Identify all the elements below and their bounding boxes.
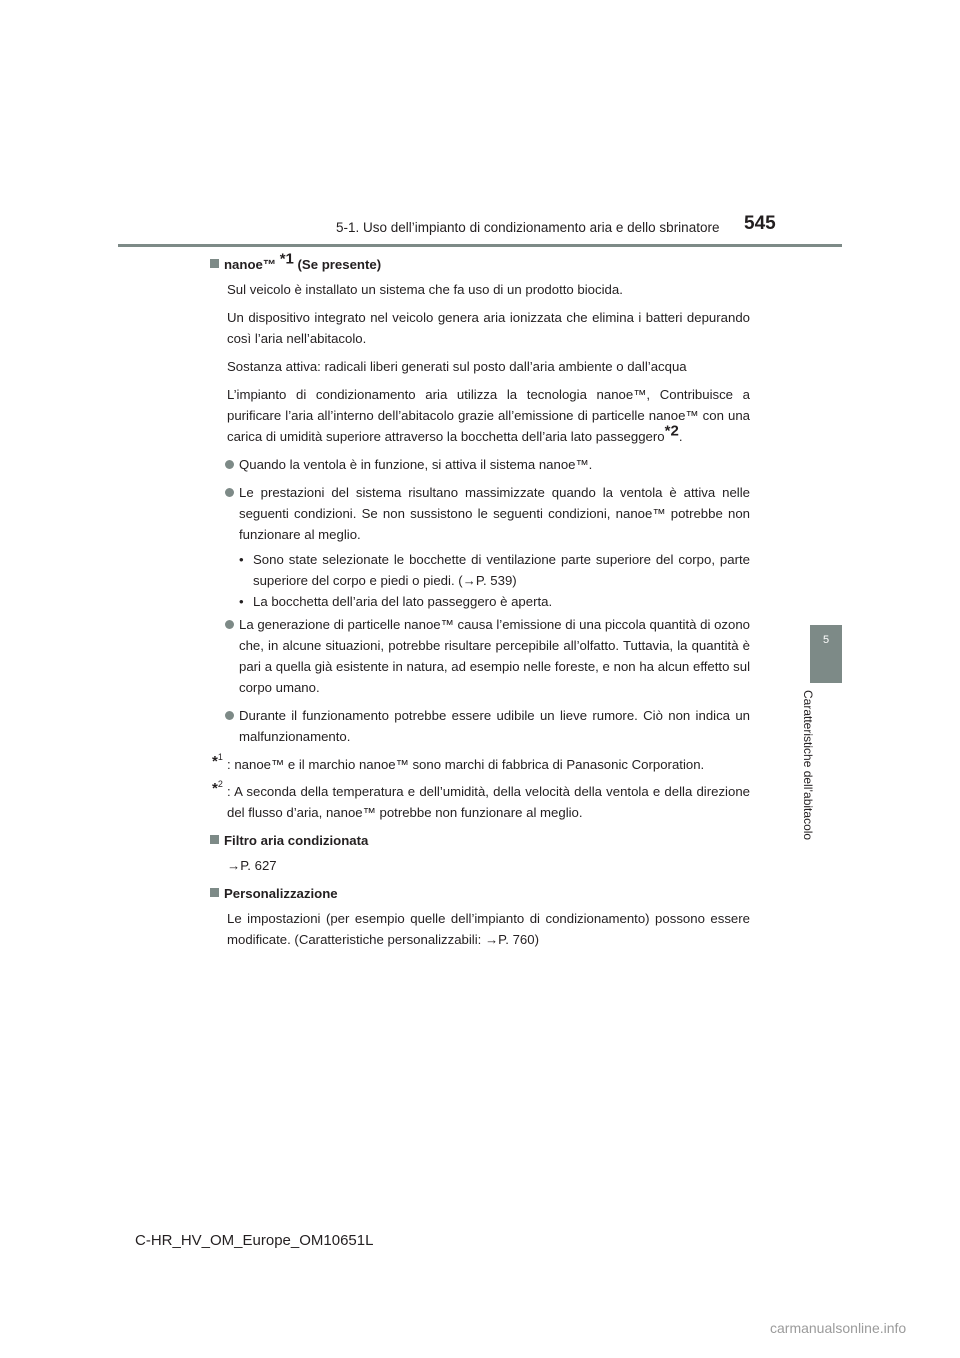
- page-number: 545: [744, 213, 776, 234]
- nanoe-paragraph-4: [227, 384, 750, 447]
- sub-bullet-text: Sono state selezionate le bocchette di ventilazione parte superiore del corpo, parte superiore del corpo e piedi o piedi. (→P. 539): [253, 552, 750, 588]
- footnote-1-text: : nanoe™ e il marchio nanoe™ sono marchi di fabbrica di Panasonic Corporation.: [227, 757, 705, 772]
- nanoe-paragraph-4-end: .: [678, 429, 683, 444]
- nanoe-title-suffix: (Se presente): [293, 257, 382, 272]
- footnote-2-star: *: [212, 780, 218, 797]
- round-bullet-icon: [225, 711, 234, 720]
- nanoe-paragraph-2: Un dispositivo integrato nel veicolo genera aria ionizzata che elimina i batteri depurando così l’aria nell’abitacolo.: [227, 310, 750, 346]
- square-bullet-icon: [210, 888, 219, 897]
- nanoe-section-title: [210, 250, 750, 275]
- footnote-1-number: 1: [217, 752, 223, 762]
- nanoe-paragraph-4-mark: *2: [664, 422, 679, 440]
- custom-section-title: [210, 883, 750, 904]
- chapter-label: Caratteristiche dell’abitacolo: [801, 690, 815, 841]
- footnote-1-star: *: [212, 753, 218, 770]
- footnote-1: [210, 754, 750, 775]
- nanoe-title-text: nanoe™: [224, 257, 280, 272]
- document-code: C-HR_HV_OM_Europe_OM10651L: [135, 1232, 374, 1249]
- nanoe-title-mark: *1: [279, 250, 294, 268]
- filter-section-title: [210, 830, 750, 851]
- square-bullet-icon: [210, 259, 219, 268]
- footnote-2: [210, 781, 750, 823]
- sub-bullet-item: [239, 549, 750, 591]
- bullet-text: Le prestazioni del sistema risultano massimizzate quando la ventola è attiva nelle seguenti condizioni. Se non sussistono le seguenti condizioni, nanoe™ potrebbe non funzionare al meglio.: [239, 485, 750, 542]
- header-section-title: 5-1. Uso dell’impianto di condizionamento aria e dello sbrinatore: [336, 220, 720, 235]
- square-bullet-icon: [210, 835, 219, 844]
- sub-bullet-item: [239, 591, 750, 612]
- round-bullet-icon: [225, 460, 234, 469]
- bullet-item: [227, 482, 750, 545]
- header-rule: [118, 244, 842, 247]
- bullet-item: [227, 454, 750, 475]
- bullet-item: [227, 614, 750, 698]
- footnote-2-text: : A seconda della temperatura e dell’umidità, della velocità della ventola e della direzione del flusso d’aria, nanoe™ potrebbe non funzionare al meglio.: [227, 784, 750, 820]
- nanoe-paragraph-3: Sostanza attiva: radicali liberi generati sul posto dall’aria ambiente o dall’acqua: [227, 359, 687, 374]
- sub-bullet-mark: •: [239, 594, 244, 609]
- footnote-2-number: 2: [217, 779, 223, 789]
- custom-title-text: Personalizzazione: [224, 886, 338, 901]
- footnote-2-mark: [212, 778, 223, 799]
- nanoe-paragraph-1: Sul veicolo è installato un sistema che fa uso di un prodotto biocida.: [227, 282, 623, 297]
- page-content: [210, 252, 750, 957]
- custom-paragraph: Le impostazioni (per esempio quelle dell’impianto di condizionamento) possono essere modificate. (Caratteristiche personalizzabili: →P. 760): [227, 911, 750, 947]
- sub-bullet-text: La bocchetta dell’aria del lato passeggero è aperta.: [253, 594, 553, 609]
- filter-title-text: Filtro aria condizionata: [224, 833, 369, 848]
- bullet-text: Durante il funzionamento potrebbe essere udibile un lieve rumore. Ciò non indica un malfunzionamento.: [239, 708, 750, 744]
- footnote-1-mark: [212, 751, 223, 772]
- bullet-text: La generazione di particelle nanoe™ causa l’emissione di una piccola quantità di ozono che, in alcune situazioni, potrebbe risultare percepibile all’olfatto. Tuttavia, la quantità è pari a quella già esistente in natura, ad esempio nelle foreste, e non ha alcun effetto sul corpo umano.: [239, 617, 750, 695]
- bullet-text: Quando la ventola è in funzione, si attiva il sistema nanoe™.: [239, 457, 593, 472]
- nanoe-paragraph-4-text: L’impianto di condizionamento aria utilizza la tecnologia nanoe™, Contribuisce a purificare l’aria all’interno dell’abitacolo grazie all’emissione di particelle nanoe™ con una carica di umidità superiore attraverso la bocchetta dell’aria lato passeggero: [227, 387, 750, 444]
- watermark: carmanualsonline.info: [770, 1320, 907, 1336]
- round-bullet-icon: [225, 620, 234, 629]
- sub-bullet-mark: •: [239, 552, 244, 567]
- filter-page-reference[interactable]: →P. 627: [227, 858, 277, 873]
- chapter-number: 5: [822, 634, 830, 646]
- round-bullet-icon: [225, 488, 234, 497]
- bullet-item: [227, 705, 750, 747]
